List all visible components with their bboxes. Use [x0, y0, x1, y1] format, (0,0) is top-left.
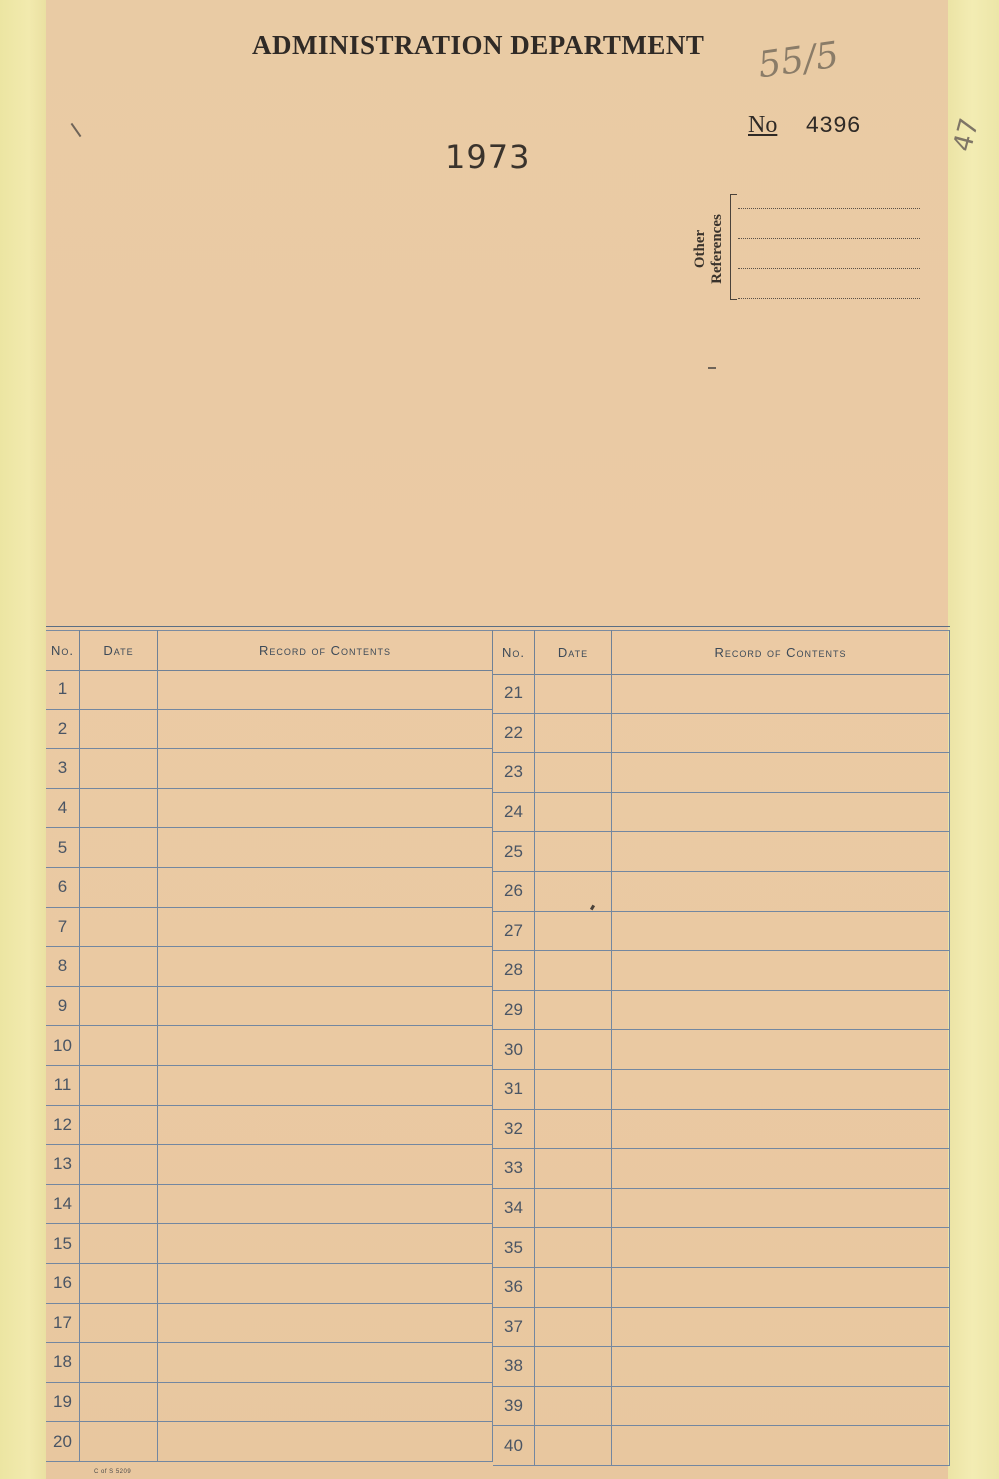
record-of-contents-cell[interactable] — [612, 1189, 950, 1228]
header-record-of-contents: Record of Contents — [612, 630, 950, 674]
record-of-contents-cell[interactable] — [612, 1070, 950, 1109]
row-number: 39 — [493, 1387, 535, 1426]
other-references-block — [688, 192, 928, 302]
record-of-contents-cell[interactable] — [612, 1387, 950, 1426]
table-top-rule — [46, 626, 950, 627]
header-date: Date — [535, 630, 612, 674]
table-row — [493, 1228, 950, 1268]
department-title: ADMINISTRATION DEPARTMENT — [252, 30, 705, 60]
date-cell[interactable] — [80, 1383, 158, 1422]
date-cell[interactable] — [80, 670, 158, 709]
record-of-contents-cell[interactable] — [158, 1422, 493, 1461]
date-cell[interactable] — [535, 1110, 612, 1149]
date-cell[interactable] — [80, 1422, 158, 1461]
date-cell[interactable] — [80, 1026, 158, 1065]
record-of-contents-cell[interactable] — [612, 872, 950, 911]
record-of-contents-cell[interactable] — [158, 1145, 493, 1184]
record-of-contents-cell[interactable] — [158, 1066, 493, 1105]
date-cell[interactable] — [80, 1106, 158, 1145]
date-cell[interactable] — [535, 1387, 612, 1426]
record-of-contents-cell[interactable] — [158, 1026, 493, 1065]
table-row — [46, 987, 493, 1027]
record-of-contents-cell[interactable] — [158, 947, 493, 986]
date-cell[interactable] — [535, 1426, 612, 1465]
register-header — [46, 630, 493, 670]
date-cell[interactable] — [535, 753, 612, 792]
date-cell[interactable] — [535, 1347, 612, 1386]
row-number: 2 — [46, 710, 80, 749]
table-row — [46, 1422, 493, 1462]
table-row — [493, 1110, 950, 1150]
margin-pencil-mark: 47 — [947, 115, 986, 155]
register-header — [493, 630, 950, 674]
row-number: 24 — [493, 793, 535, 832]
table-row — [46, 789, 493, 829]
table-row — [46, 1026, 493, 1066]
record-of-contents-cell[interactable] — [158, 1106, 493, 1145]
table-row — [46, 1343, 493, 1383]
date-cell[interactable] — [80, 1185, 158, 1224]
table-row — [46, 868, 493, 908]
record-of-contents-cell[interactable] — [612, 793, 950, 832]
table-row — [493, 753, 950, 793]
row-number: 5 — [46, 828, 80, 867]
form-code: C of S 5209 — [94, 1469, 132, 1475]
table-row — [493, 1308, 950, 1348]
record-of-contents-cell[interactable] — [158, 670, 493, 709]
table-row — [493, 1347, 950, 1387]
table-row — [46, 908, 493, 948]
row-number: 12 — [46, 1106, 80, 1145]
record-of-contents-cell[interactable] — [612, 714, 950, 753]
date-cell[interactable] — [80, 789, 158, 828]
record-of-contents-cell[interactable] — [158, 987, 493, 1026]
table-row — [46, 1145, 493, 1185]
table-row — [493, 1426, 950, 1466]
row-number: 15 — [46, 1224, 80, 1263]
reference-line-2[interactable] — [738, 238, 920, 239]
table-row — [46, 947, 493, 987]
date-cell[interactable] — [80, 868, 158, 907]
row-number: 36 — [493, 1268, 535, 1307]
date-cell[interactable] — [535, 674, 612, 713]
row-number: 26 — [493, 872, 535, 911]
row-number: 1 — [46, 670, 80, 709]
table-row — [493, 1070, 950, 1110]
references-bracket — [730, 194, 737, 300]
date-cell[interactable] — [80, 908, 158, 947]
date-cell[interactable] — [535, 1149, 612, 1188]
table-row — [46, 1264, 493, 1304]
row-number: 8 — [46, 947, 80, 986]
row-number: 32 — [493, 1110, 535, 1149]
row-number: 25 — [493, 832, 535, 871]
date-cell[interactable] — [80, 1264, 158, 1303]
record-of-contents-cell[interactable] — [158, 1185, 493, 1224]
record-of-contents-cell[interactable] — [158, 908, 493, 947]
row-number: 10 — [46, 1026, 80, 1065]
row-number: 28 — [493, 951, 535, 990]
date-cell[interactable] — [80, 947, 158, 986]
row-number: 23 — [493, 753, 535, 792]
date-cell[interactable] — [535, 1268, 612, 1307]
header-record-of-contents: Record of Contents — [158, 630, 493, 670]
file-number-value: 4396 — [805, 113, 861, 139]
table-row — [46, 828, 493, 868]
table-row — [493, 1387, 950, 1427]
record-of-contents-cell[interactable] — [612, 1149, 950, 1188]
row-number: 6 — [46, 868, 80, 907]
table-row — [493, 872, 950, 912]
table-row — [493, 991, 950, 1031]
table-row — [46, 710, 493, 750]
stray-mark — [708, 367, 716, 369]
date-cell[interactable] — [80, 828, 158, 867]
date-cell[interactable] — [535, 872, 612, 911]
header-no: No. — [493, 630, 535, 674]
row-number: 31 — [493, 1070, 535, 1109]
record-of-contents-cell[interactable] — [158, 828, 493, 867]
year-label: 1973 — [445, 138, 531, 176]
date-cell[interactable] — [535, 1228, 612, 1267]
row-number: 11 — [46, 1066, 80, 1105]
table-row — [493, 832, 950, 872]
table-row — [493, 793, 950, 833]
row-number: 14 — [46, 1185, 80, 1224]
number-symbol: No — [748, 112, 778, 138]
row-number: 37 — [493, 1308, 535, 1347]
row-number: 4 — [46, 789, 80, 828]
row-number: 13 — [46, 1145, 80, 1184]
date-cell[interactable] — [80, 1066, 158, 1105]
record-of-contents-cell[interactable] — [612, 912, 950, 951]
table-row — [493, 912, 950, 952]
header-date: Date — [80, 630, 158, 670]
reference-line-1[interactable] — [738, 208, 920, 209]
date-cell[interactable] — [535, 1189, 612, 1228]
row-number: 34 — [493, 1189, 535, 1228]
row-number: 19 — [46, 1383, 80, 1422]
date-cell[interactable] — [80, 987, 158, 1026]
date-cell[interactable] — [535, 793, 612, 832]
row-number: 30 — [493, 1030, 535, 1069]
row-number: 22 — [493, 714, 535, 753]
right-edge-strip — [946, 0, 999, 1479]
record-of-contents-cell[interactable] — [612, 1426, 950, 1465]
record-of-contents-cell[interactable] — [612, 753, 950, 792]
reference-line-4[interactable] — [738, 298, 920, 299]
row-number: 16 — [46, 1264, 80, 1303]
date-cell[interactable] — [535, 991, 612, 1030]
row-number: 3 — [46, 749, 80, 788]
table-row — [493, 1030, 950, 1070]
table-row — [493, 1149, 950, 1189]
record-of-contents-cell[interactable] — [612, 1308, 950, 1347]
date-cell[interactable] — [80, 1224, 158, 1263]
date-cell[interactable] — [535, 1308, 612, 1347]
row-number: 38 — [493, 1347, 535, 1386]
row-number: 7 — [46, 908, 80, 947]
reference-line-3[interactable] — [738, 268, 920, 269]
row-number: 9 — [46, 987, 80, 1026]
row-number: 27 — [493, 912, 535, 951]
date-cell[interactable] — [80, 710, 158, 749]
record-of-contents-cell[interactable] — [158, 1264, 493, 1303]
table-row — [46, 749, 493, 789]
left-edge-strip — [0, 0, 48, 1479]
row-number: 21 — [493, 674, 535, 713]
record-of-contents-cell[interactable] — [158, 789, 493, 828]
date-cell[interactable] — [535, 714, 612, 753]
date-cell[interactable] — [535, 951, 612, 990]
record-of-contents-cell[interactable] — [158, 1304, 493, 1343]
date-cell[interactable] — [535, 1070, 612, 1109]
record-of-contents-cell[interactable] — [158, 749, 493, 788]
record-of-contents-cell[interactable] — [612, 951, 950, 990]
table-row — [46, 1383, 493, 1423]
row-number: 17 — [46, 1304, 80, 1343]
date-cell[interactable] — [80, 1145, 158, 1184]
record-of-contents-cell[interactable] — [612, 832, 950, 871]
table-row — [46, 1304, 493, 1344]
date-cell[interactable] — [80, 749, 158, 788]
record-of-contents-cell[interactable] — [612, 674, 950, 713]
row-number: 18 — [46, 1343, 80, 1382]
record-of-contents-cell[interactable] — [612, 1110, 950, 1149]
other-references-label: Other References — [692, 214, 725, 284]
header-no: No. — [46, 630, 80, 670]
record-of-contents-cell[interactable] — [158, 1224, 493, 1263]
record-of-contents-cell[interactable] — [612, 991, 950, 1030]
record-of-contents-cell[interactable] — [158, 1343, 493, 1382]
row-number: 40 — [493, 1426, 535, 1465]
row-number: 35 — [493, 1228, 535, 1267]
row-number: 29 — [493, 991, 535, 1030]
record-of-contents-cell[interactable] — [612, 1030, 950, 1069]
table-row — [493, 951, 950, 991]
row-number: 33 — [493, 1149, 535, 1188]
row-number: 20 — [46, 1422, 80, 1461]
record-of-contents-cell[interactable] — [158, 710, 493, 749]
table-row — [46, 1106, 493, 1146]
record-of-contents-cell[interactable] — [612, 1268, 950, 1307]
record-of-contents-cell[interactable] — [158, 868, 493, 907]
table-row — [493, 1189, 950, 1229]
record-of-contents-cell[interactable] — [612, 1228, 950, 1267]
date-cell[interactable] — [535, 912, 612, 951]
date-cell[interactable] — [535, 1030, 612, 1069]
table-row — [46, 670, 493, 710]
handwritten-reference: 55/5 — [755, 34, 842, 87]
date-cell[interactable] — [535, 832, 612, 871]
file-number — [748, 112, 861, 139]
record-of-contents-cell[interactable] — [612, 1347, 950, 1386]
record-of-contents-cell[interactable] — [158, 1383, 493, 1422]
table-row — [46, 1224, 493, 1264]
table-row — [46, 1185, 493, 1225]
table-row — [493, 674, 950, 714]
table-row — [46, 1066, 493, 1106]
date-cell[interactable] — [80, 1304, 158, 1343]
table-row — [493, 1268, 950, 1308]
table-row — [493, 714, 950, 754]
date-cell[interactable] — [80, 1343, 158, 1382]
